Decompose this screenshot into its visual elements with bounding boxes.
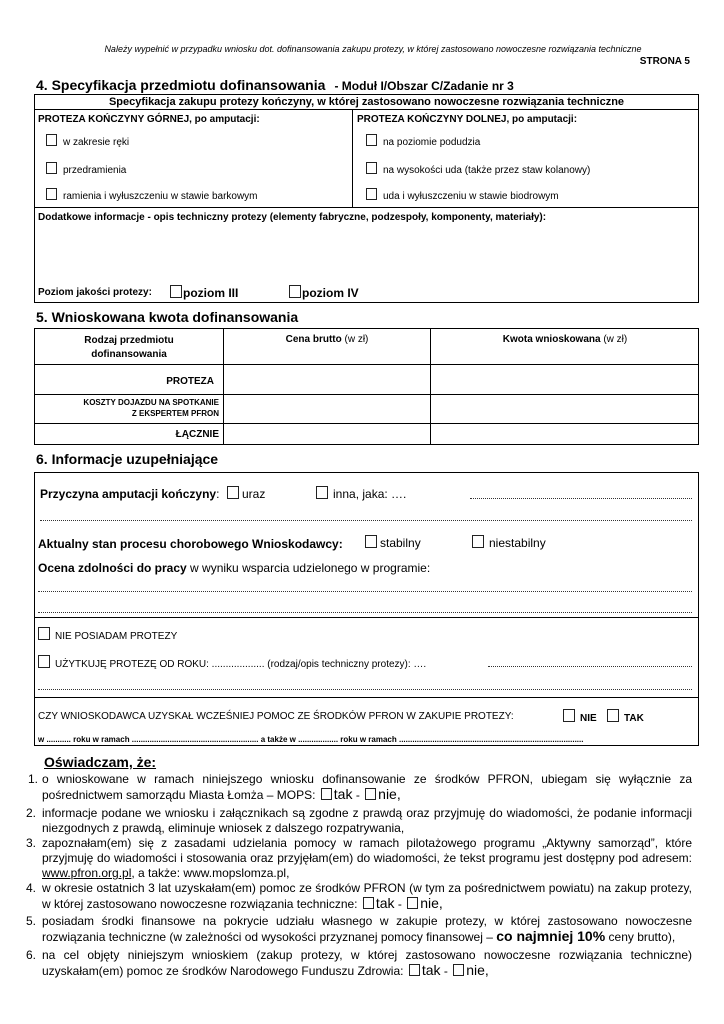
option-pfron-yes[interactable] [607, 709, 644, 724]
other-cause-field[interactable] [470, 498, 692, 499]
declaration-title: Oświadczam, że: [44, 754, 157, 770]
checkbox-icon[interactable] [316, 486, 328, 499]
checkbox-icon[interactable] [38, 627, 50, 640]
pfron-question-label: CZY WNIOSKODAWCA UZYSKAŁ WCZEŚNIEJ POMOC ZE ŚRODKÓW PFRON W ZAKUPIE PROTEZY: [38, 711, 514, 722]
section4-title [36, 77, 514, 93]
prosthesis-desc-field-2[interactable] [38, 689, 692, 690]
checkbox-icon[interactable] [563, 709, 575, 722]
upper-limb-label: PROTEZA KOŃCZYNY GÓRNEJ, po amputacji: [38, 114, 260, 125]
checkbox-icon[interactable] [607, 709, 619, 722]
declaration-item-4: 4. w okresie ostatnich 3 lat uzyskałam(em) pomoc ze środków PFRON (w tym za pośrednictwem powiatu) na zakup protezy, w której zastosowano nowoczesne rozwiązania techniczne: tak - nie, [26, 881, 692, 911]
option-pfron-no[interactable] [563, 709, 597, 724]
option-label: poziom III [183, 286, 239, 300]
input-prosthesis-amount[interactable] [432, 366, 698, 393]
checkbox-icon[interactable] [46, 188, 57, 200]
option-no-prosthesis[interactable] [38, 627, 177, 642]
checkbox-icon[interactable] [366, 188, 377, 200]
declaration-item-3: 3. zapoznałam(em) się z zasadami udzielania pomocy w ramach pilotażowego programu „Aktywny samorząd”, które przyjmuję do wiadomości i stosowania oraz przyjęłam(em) do wiadomości, że tekst programu jest dostępny pod adresem: www.pfron.org.pl, a także: www.mopslomza.pl, [26, 836, 692, 880]
option-label: na wysokości uda (także przez staw kolanowy) [383, 165, 591, 176]
work-capacity-label: Ocena zdolności do pracy [38, 561, 187, 575]
section4-table-header: Specyfikacja zakupu protezy kończyny, w której zastosowano nowoczesne rozwiązania techniczne [108, 96, 625, 108]
prosthesis-desc-field[interactable] [488, 666, 692, 667]
option-label: TAK [624, 713, 644, 724]
checkbox-icon[interactable] [472, 535, 484, 548]
quality-row [38, 286, 152, 298]
upper-option-hand[interactable] [46, 134, 129, 148]
additional-info-label: Dodatkowe informacje - opis techniczny protezy (elementy fabryczne, podzespoły, komponenty, materiały): [38, 212, 547, 223]
option-other-cause[interactable] [316, 486, 406, 501]
work-capacity-row: Ocena zdolności do pracy w wyniku wsparcia udzielonego w programie: [38, 561, 431, 575]
checkbox-icon[interactable] [366, 162, 377, 174]
input-total-amount[interactable] [432, 425, 698, 444]
declaration-item-2: 2. informacje podane we wniosku i załącznikach są zgodne z prawdą oraz przyjmuję do wiadomości, że podanie informacji niezgodnych z prawdą, eliminuje wniosek z dalszego rozpatrywania, [26, 806, 692, 835]
option-label: poziom IV [302, 286, 359, 300]
section4-module: - Moduł I/Obszar C/Zadanie nr 3 [334, 79, 514, 93]
input-travel-amount[interactable] [432, 396, 698, 422]
option-label: niestabilny [489, 536, 546, 550]
amputation-cause-row: Przyczyna amputacji kończyny: [40, 487, 220, 501]
page-number: STRONA 5 [639, 56, 690, 67]
quality-label: Poziom jakości protezy: [38, 287, 152, 298]
option-unstable[interactable] [472, 535, 546, 550]
input-total-price[interactable] [225, 425, 429, 444]
amputation-cause-label: Przyczyna amputacji kończyny [40, 487, 217, 501]
checkbox-tak-icon[interactable] [321, 788, 332, 800]
option-injury[interactable] [227, 486, 265, 501]
option-label: uda i wyłuszczeniu w stawie biodrowym [383, 191, 559, 202]
lower-limb-label: PROTEZA KOŃCZYNY DOLNEJ, po amputacji: [357, 114, 578, 125]
option-label: ramienia i wyłuszczeniu w stawie barkowym [63, 191, 258, 202]
option-label: inna, jaka: …. [333, 487, 407, 501]
checkbox-icon[interactable] [38, 655, 50, 668]
col-gross-price: Cena brutto (w zł) [285, 334, 369, 345]
other-cause-field-2[interactable] [40, 520, 692, 521]
checkbox-icon[interactable] [170, 285, 182, 298]
pfron-question-row [38, 711, 514, 722]
option-label: uraz [242, 487, 266, 501]
lower-option-hip[interactable] [366, 188, 559, 202]
row-travel-costs: KOSZTY DOJAZDU NA SPOTKANIE Z EKSPERTEM PFRON [83, 398, 219, 418]
quality-option-iv[interactable] [289, 285, 359, 300]
upper-option-forearm[interactable] [46, 162, 126, 176]
upper-option-arm[interactable] [46, 188, 258, 202]
option-uses-prosthesis[interactable] [38, 655, 426, 670]
pfron-years-line[interactable]: w ........... roku w ramach ......................................................... a także w .................. roku w ramach ................................................................................... [38, 735, 584, 744]
option-label: NIE [580, 713, 597, 724]
option-label: stabilny [380, 536, 421, 550]
lower-option-shin[interactable] [366, 134, 480, 148]
col-requested-amount: Kwota wnioskowana (w zł) [502, 334, 628, 345]
quality-option-iii[interactable] [170, 285, 238, 300]
section5-title: 5. Wnioskowana kwota dofinansowania [36, 309, 299, 325]
checkbox-tak-icon[interactable] [363, 897, 374, 909]
declaration-item-6: 6. na cel objęty niniejszym wnioskiem (zakup protezy, w której zastosowano nowoczesne rozwiązania techniczne) uzyskałam(em) pomoc ze środków Narodowego Funduszu Zdrowia: tak - nie, [26, 948, 692, 978]
option-label: UŻYTKUJĘ PROTEZĘ OD ROKU: ................... (rodzaj/opis techniczny protezy): …. [55, 659, 427, 670]
additional-info-field[interactable] [36, 226, 696, 284]
checkbox-tak-icon[interactable] [409, 964, 420, 976]
option-label: w zakresie ręki [63, 137, 130, 148]
work-capacity-field-2[interactable] [38, 612, 692, 613]
input-travel-price[interactable] [225, 396, 429, 422]
row-total: ŁĄCZNIE [175, 429, 219, 440]
checkbox-nie-icon[interactable] [365, 788, 376, 800]
pfron-link[interactable]: www.pfron.org.pl [42, 866, 132, 880]
checkbox-icon[interactable] [365, 535, 377, 548]
checkbox-icon[interactable] [46, 162, 57, 174]
checkbox-nie-icon[interactable] [407, 897, 418, 909]
declaration-item-1: 1. o wnioskowane w ramach niniejszego wniosku dofinansowanie ze środków PFRON, ubiegam się wyłącznie za pośrednictwem samorządu Miasta Łomża – MOPS: tak - nie, [28, 772, 692, 802]
checkbox-nie-icon[interactable] [453, 964, 464, 976]
option-label: na poziomie podudzia [383, 137, 481, 148]
header-note: Należy wypełnić w przypadku wniosku dot. dofinansowania zakupu protezy, w której zastosowano nowoczesne rozwiązania techniczne [104, 44, 642, 54]
section4-title-text: 4. Specyfikacja przedmiotu dofinansowania [36, 77, 326, 93]
checkbox-icon[interactable] [227, 486, 239, 499]
section6-title: 6. Informacje uzupełniające [36, 451, 219, 467]
section6-box [34, 472, 699, 746]
row-prosthesis: PROTEZA [166, 376, 214, 387]
lower-option-thigh[interactable] [366, 162, 590, 176]
disease-state-label: Aktualny stan procesu chorobowego Wnioskodawcy: [38, 537, 343, 551]
checkbox-icon[interactable] [289, 285, 301, 298]
checkbox-icon[interactable] [46, 134, 57, 146]
option-label: przedramienia [63, 165, 127, 176]
checkbox-icon[interactable] [366, 134, 377, 146]
declaration-item-5: 5. posiadam środki finansowe na pokrycie udziału własnego w zakupie protezy, w której zastosowano nowoczesne rozwiązania techniczne (w zależności od wysokości przyznanej pomocy finansowej – co najmniej 10% ceny brutto), [26, 914, 692, 944]
option-stable[interactable] [365, 535, 421, 550]
col-item-type: Rodzaj przedmiotu dofinansowania [84, 335, 174, 360]
work-capacity-field-1[interactable] [38, 591, 692, 592]
input-prosthesis-price[interactable] [225, 366, 429, 393]
option-label: NIE POSIADAM PROTEZY [55, 631, 178, 642]
disease-state-row [38, 537, 343, 551]
